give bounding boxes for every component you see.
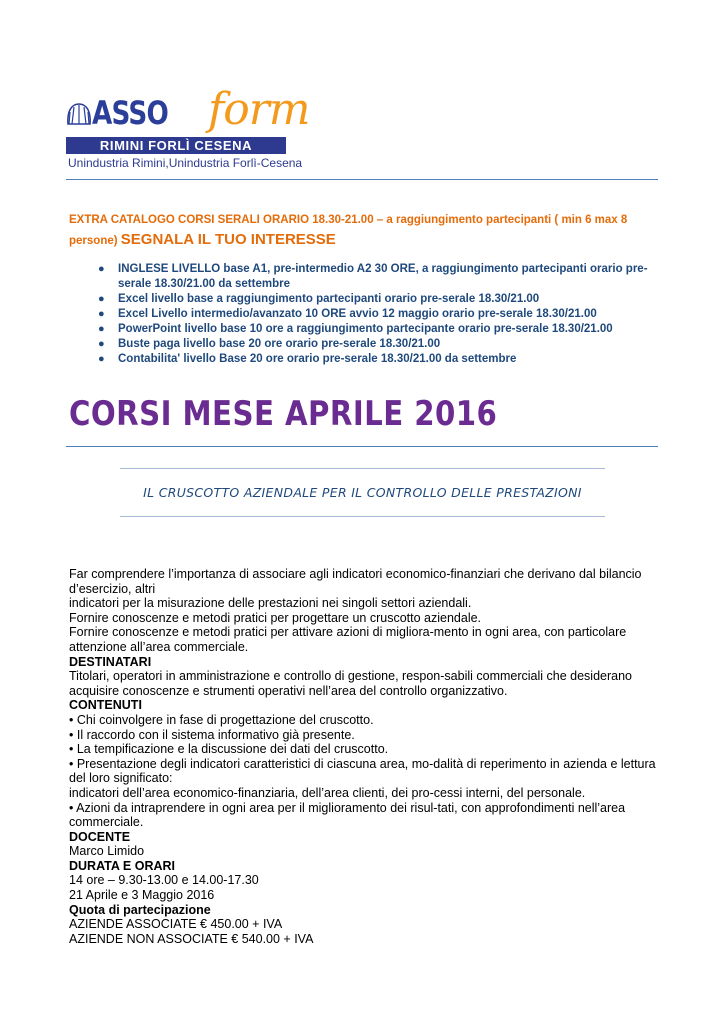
quota-heading: Quota di partecipazione bbox=[69, 902, 211, 917]
content-item: • Chi coinvolgere in fase di progettazione del cruscotto. bbox=[69, 712, 374, 727]
extra-catalog-heading bbox=[69, 210, 669, 251]
durata-hours: 14 ore – 9.30-13.00 e 14.00-17.30 bbox=[69, 873, 259, 888]
intro-paragraph: Fornire conoscenze e metodi pratici per progettare un cruscotto aziendale. bbox=[69, 610, 482, 625]
quota-associate: AZIENDE ASSOCIATE € 450.00 + IVA bbox=[69, 917, 283, 932]
list-item: ● Buste paga livello base 20 ore orario pre-serale 18.30/21.00 bbox=[98, 338, 441, 350]
quota-non-associate: AZIENDE NON ASSOCIATE € 540.00 + IVA bbox=[69, 931, 314, 946]
shell-emblem-icon bbox=[66, 102, 92, 128]
signal-interest-callout: SEGNALA IL TUO INTERESSE bbox=[120, 231, 336, 248]
page-title: CORSI MESE APRILE 2016 bbox=[69, 394, 498, 434]
logo-form-text: form bbox=[208, 84, 310, 135]
destinatari-heading: DESTINATARI bbox=[69, 654, 152, 669]
assoform-logo bbox=[66, 84, 310, 176]
durata-dates: 21 Aprile e 3 Maggio 2016 bbox=[69, 888, 215, 903]
list-item: ● INGLESE LIVELLO base A1, pre-intermedio A2 30 ORE, a raggiungimento partecipanti orario pre-serale 18.30/21.00 da settembre bbox=[98, 263, 648, 290]
durata-heading: DURATA E ORARI bbox=[69, 858, 176, 873]
destinatari-text: Titolari, operatori in amministrazione e controllo di gestione, respon-sabili commerciali che desiderano acquisire conoscenze e strumenti operativi nell’area del controllo organizzativo. bbox=[69, 669, 632, 698]
list-item: ● Excel Livello intermedio/avanzato 10 ORE avvio 12 maggio orario pre-serale 18.30/21.00 bbox=[98, 308, 597, 320]
bullet-icon: ● bbox=[98, 353, 105, 365]
course-top-divider bbox=[120, 468, 605, 469]
content-item: • Il raccordo con il sistema informativo già presente. bbox=[69, 727, 355, 742]
list-item: ● PowerPoint livello base 10 ore a raggiungimento partecipante orario pre-serale 18.30/21.00 bbox=[98, 323, 613, 335]
extra-course-list bbox=[98, 262, 668, 367]
list-item: ● Contabilita' livello Base 20 ore orario pre-serale 18.30/21.00 da settembre bbox=[98, 353, 517, 365]
logo-asso-text: ASSO bbox=[92, 94, 168, 132]
content-item: indicatori dell’area economico-finanziaria, dell’area clienti, dei pro-cessi interni, del personale. bbox=[69, 785, 586, 800]
content-item: • La tempificazione e la discussione dei dati del cruscotto. bbox=[69, 742, 389, 757]
intro-paragraph: Far comprendere l’importanza di associare agli indicatori economico-finanziari che derivano dal bilancio d’esercizio, altri bbox=[69, 567, 642, 596]
title-divider bbox=[66, 446, 658, 447]
header-divider bbox=[66, 179, 658, 180]
course-description bbox=[69, 567, 669, 946]
bullet-icon: ● bbox=[98, 323, 105, 335]
extra-catalog-text: EXTRA CATALOGO CORSI SERALI ORARIO 18.30-21.00 – a raggiungimento partecipanti ( min 6 max 8 persone) bbox=[69, 214, 628, 247]
bullet-icon: ● bbox=[98, 293, 105, 305]
content-item: • Presentazione degli indicatori caratteristici di ciascuna area, mo-dalità di reperimento in azienda e lettura del loro significato: bbox=[69, 756, 656, 786]
docente-name: Marco Limido bbox=[69, 844, 145, 859]
course-bottom-divider bbox=[120, 516, 605, 517]
logo-subtitle: Unindustria Rimini,Unindustria Forlì-Cesena bbox=[68, 156, 303, 170]
contenuti-heading: CONTENUTI bbox=[69, 698, 142, 713]
intro-paragraph: indicatori per la misurazione delle prestazioni nei singoli settori aziendali. bbox=[69, 596, 472, 611]
logo-location-bar: RIMINI FORLÌ CESENA bbox=[66, 137, 286, 154]
docente-heading: DOCENTE bbox=[69, 829, 131, 844]
content-item: • Azioni da intraprendere in ogni area per il miglioramento dei risul-tati, con approfondimenti nell’area commerciale. bbox=[69, 800, 626, 830]
bullet-icon: ● bbox=[98, 308, 105, 320]
list-item: ● Excel livello base a raggiungimento partecipanti orario pre-serale 18.30/21.00 bbox=[98, 293, 540, 305]
bullet-icon: ● bbox=[98, 263, 105, 275]
intro-paragraph: Fornire conoscenze e metodi pratici per attivare azioni di migliora-mento in ogni area, con particolare attenzione all’area commerciale. bbox=[69, 625, 627, 654]
bullet-icon: ● bbox=[98, 338, 105, 350]
course-title: IL CRUSCOTTO AZIENDALE PER IL CONTROLLO DELLE PRESTAZIONI bbox=[143, 485, 582, 500]
